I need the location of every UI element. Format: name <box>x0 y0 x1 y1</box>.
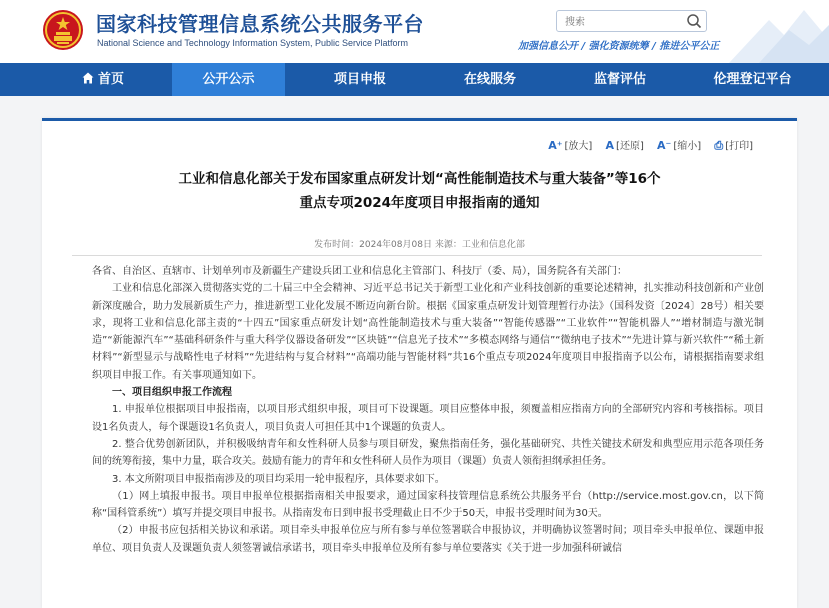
article-title-line1: 工业和信息化部关于发布国家重点研发计划“高性能制造技术与重大装备”等16个 <box>178 171 661 187</box>
nav-item-home[interactable] <box>53 63 153 96</box>
article-salutation: 各省、自治区、直辖市、计划单列市及新疆生产建设兵团工业和信息化主管部门、科技厅（委、局），国务院各有关部门： <box>92 266 627 277</box>
enlarge-button[interactable]: A⁺ [放大] <box>548 139 593 152</box>
site-slogan: 加强信息公开 / 强化资源统筹 / 推进公平公正 <box>518 41 720 52</box>
header-decoration-icon <box>709 0 829 63</box>
article-paragraph: 1. 申报单位根据项目申报指南，以项目形式组织申报，项目可下设课题。项目应整体申报，须覆盖相应指南方向的全部研究内容和考核指标。项目设1名负责人，每个课题设1名负责人，项目负责人可担任其中1个课题的负责人。 <box>92 404 764 433</box>
print-button[interactable]: ⎙ [打印] <box>714 139 753 152</box>
nav-item-label: 首页 <box>97 72 124 87</box>
home-icon <box>82 72 94 84</box>
search-input[interactable] <box>563 13 682 31</box>
site-title[interactable]: 国家科技管理信息系统公共服务平台 <box>96 12 424 36</box>
article-paragraph: 工业和信息化部深入贯彻落实党的二十届三中全会精神、习近平总书记关于新型工业化和产业科技创新的重要论述精神，扎实推动科技创新和产业创新深度融合，助力发展新质生产力，推进新型工业化发展不断迈向新台阶。根据《国家重点研发计划管理暂行办法》（国科发资〔2024〕28号）相关要求，现将工业和信息化部主责的“十四五”国家重点研发计划“高性能制造技术与重大装备”“智能传感器”“工业软件”“智能机器人”“增材制造与激光制造”“新能源汽车”“基础科研条件与重大科学仪器设备研发”“区块链”“信息光子技术”“多模态网络与通信”“微纳电子技术”“先进计算与新兴软件”“稀土新材料”“新型显示与战略性电子材料”“先进结构与复合材料”“高端功能与智能材料”共16个重点专项2024年度项目申报指南予以公布，请根据指南要求组织项目申报工作。有关事项通知如下。 <box>92 283 764 381</box>
national-emblem-icon <box>42 9 84 51</box>
main-nav <box>0 63 829 96</box>
print-icon: ⎙ <box>714 139 724 152</box>
nav-item-online-service[interactable]: 在线服务 <box>463 72 516 87</box>
site-header <box>0 0 829 63</box>
article-paragraph: （1）网上填报申报书。项目申报单位根据指南相关申报要求，通过国家科技管理信息系统公共服务平台（http://service.most.gov.cn，以下简称“国科管系统”）填写并提交项目申报书。从指南发布日到申报书受理截止日不少于50天，申报书受理时间为30天。 <box>92 490 764 520</box>
nav-item-ethics-registration[interactable]: 伦理登记平台 <box>713 72 792 87</box>
nav-item-project-application[interactable]: 项目申报 <box>333 72 386 87</box>
article-title-line2: 重点专项2024年度项目申报指南的通知 <box>299 195 540 211</box>
search-box[interactable] <box>556 10 707 32</box>
search-icon[interactable] <box>686 13 702 29</box>
shrink-button[interactable]: A⁻ [缩小] <box>657 139 702 152</box>
article-divider <box>72 255 762 256</box>
font-restore-icon: A <box>605 139 615 152</box>
article-panel <box>42 118 797 608</box>
font-shrink-icon: A⁻ <box>657 139 672 152</box>
article-body <box>92 263 764 557</box>
restore-button[interactable]: A [还原] <box>605 139 644 152</box>
article-paragraph: 3. 本文所附项目申报指南涉及的项目均采用一轮申报程序，具体要求如下。 <box>112 473 445 485</box>
article-paragraph: 2. 整合优势创新团队，并积极吸纳青年和女性科研人员参与项目研发，聚焦指南任务，强化基础研究、共性关键技术研发和典型应用示范各项任务间的统筹衔接，集中力量，联合攻关。鼓励有能力的青年和女性科研人员作为项目（课题）负责人领衔担纲承担任务。 <box>92 438 764 468</box>
font-enlarge-icon: A⁺ <box>548 139 563 152</box>
site-subtitle: National Science and Technology Information System, Public Service Platform <box>97 38 408 48</box>
article-toolbar <box>538 137 753 153</box>
nav-item-supervision[interactable]: 监督评估 <box>593 72 646 87</box>
section-heading: 一、项目组织申报工作流程 <box>112 387 232 399</box>
article-paragraph: （2）申报书应包括相关协议和承诺。项目牵头申报单位应与所有参与单位签署联合申报协议，并明确协议签署时间；项目牵头申报单位、课题申报单位、项目负责人及课题负责人须签署诚信承诺书，项目牵头申报单位及所有参与单位要落实《关于进一步加强科研诚信 <box>92 525 764 554</box>
nav-item-public-notice[interactable]: 公开公示 <box>172 63 285 96</box>
article-meta: 发布时间：2024年08月08日 来源：工业和信息化部 <box>314 240 525 250</box>
